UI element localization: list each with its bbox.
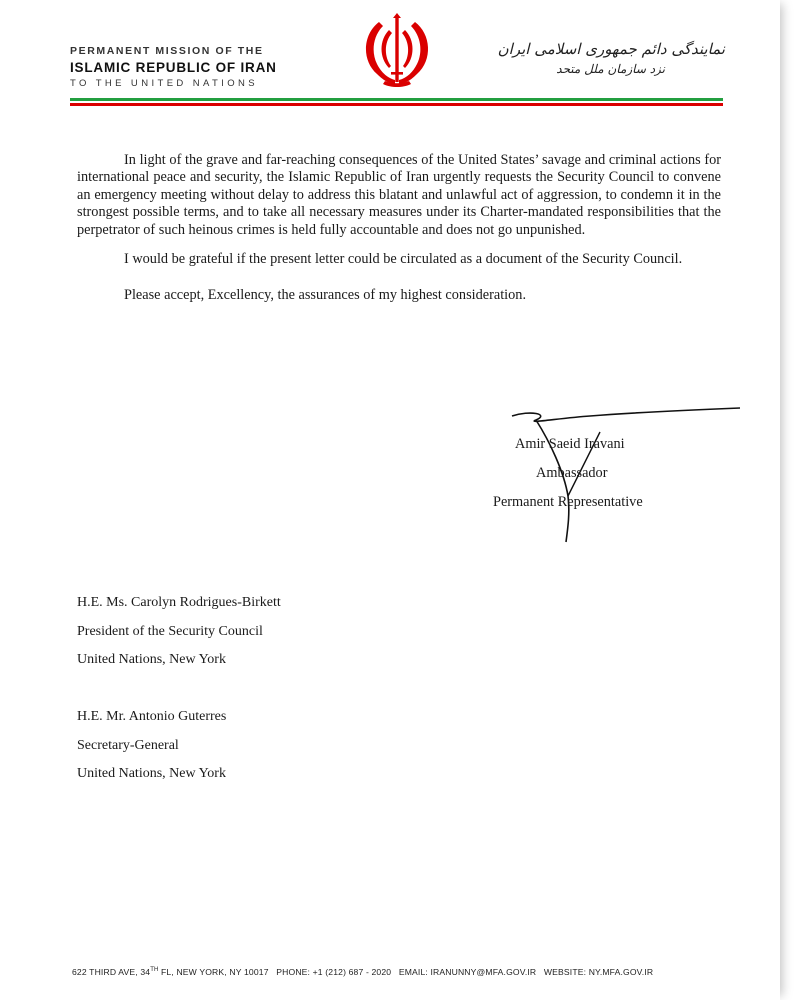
mission-name-english [70,45,290,89]
mission-name-persian [470,40,725,76]
paragraph-circulation: I would be grateful if the present letter could be circulated as a document of the Security Council. [124,251,683,268]
signatory-title: Ambassador [536,465,608,481]
addressee-location: United Nations, New York [77,766,226,782]
flag-color-rule [70,98,723,106]
addressee-office: President of the Security Council [77,623,263,639]
paragraph-closing: Please accept, Excellency, the assurances of my highest consideration. [124,287,527,304]
letter-body [77,152,721,305]
paragraph-request: In light of the grave and far-reaching consequences of the United States’ savage and criminal actions for international peace and security, the Islamic Republic of Iran urgently requests the Security Council to convene an emergency meeting without delay to address this blatant and unlawful act of aggression, to condemn it in the strongest possible terms, and to take all necessary measures under its Charter-mandated responsibilities that the perpetrator of such heinous crimes is held fully accountable and does not go unpunished. [77,152,721,238]
addressee-secretary-general [77,703,226,789]
footer-email: EMAIL: IRANUNNY@MFA.GOV.IR [398,967,537,977]
signature-block [440,402,780,552]
footer-website: WEBSITE: NY.MFA.GOV.IR [543,967,654,977]
mission-line-3: TO THE UNITED NATIONS [70,78,259,89]
addressee-name: H.E. Mr. Antonio Guterres [77,709,227,724]
addressee-office: Secretary-General [77,737,179,753]
iran-emblem-icon [357,12,437,92]
signatory-name: Amir Saeid Iravani [515,436,625,452]
footer-phone: PHONE: +1 (212) 687 - 2020 [276,967,392,977]
mission-line-1: PERMANENT MISSION OF THE [70,45,264,57]
signatory-role: Permanent Representative [493,494,643,510]
mission-line-2: ISLAMIC REPUBLIC OF IRAN [70,60,277,75]
handwritten-signature [440,402,780,552]
red-stripe [70,103,723,106]
letterhead-footer [72,967,728,977]
addressee-name: H.E. Ms. Carolyn Rodrigues-Birkett [77,595,281,610]
footer-address: 622 THIRD AVE, 34TH FL, NEW YORK, NY 10017 [72,967,269,977]
persian-line-2: نزد سازمان ملل متحد [556,62,665,76]
addressee-president [77,589,281,675]
addressee-location: United Nations, New York [77,652,226,668]
persian-line-1: نمایندگی دائم جمهوری اسلامی ایران [497,40,725,58]
